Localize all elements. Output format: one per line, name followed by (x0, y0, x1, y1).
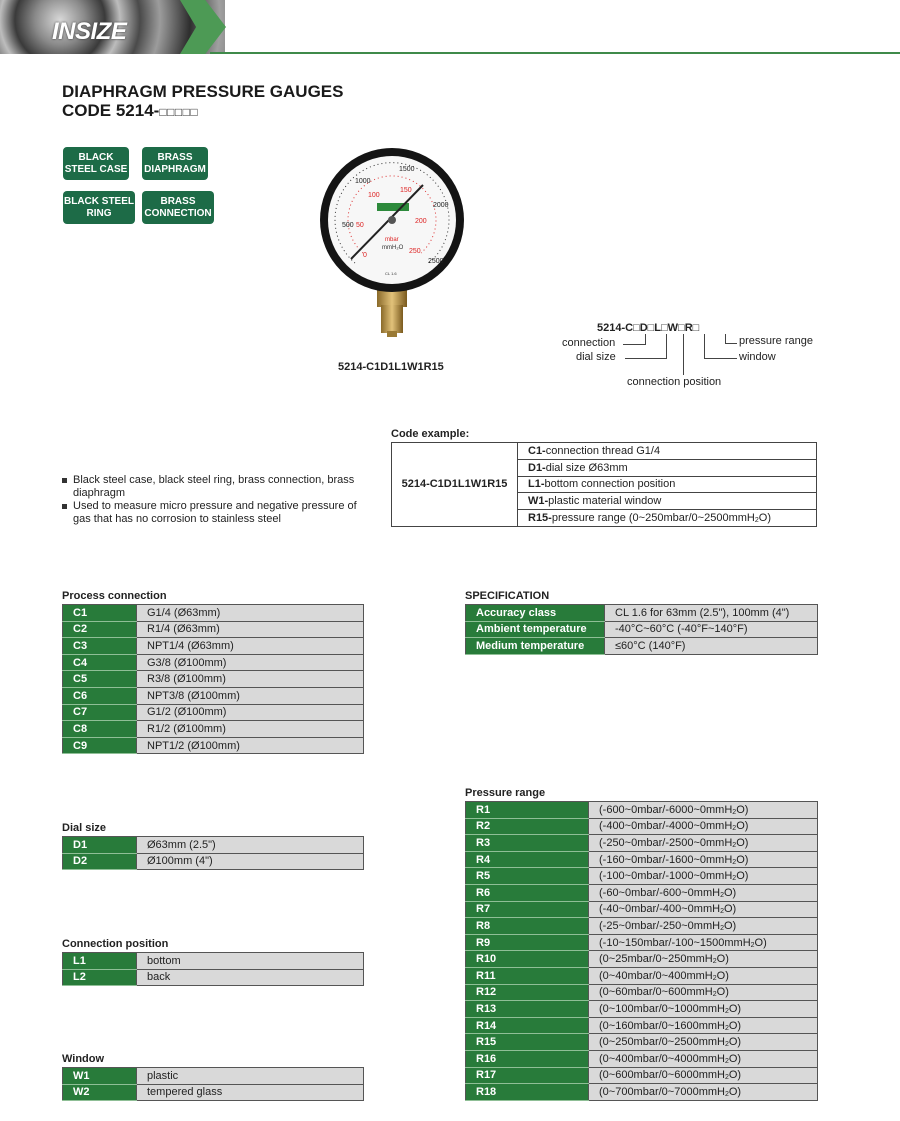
feature-item: Black steel case, black steel ring, brass connection, brass diaphragm (62, 474, 362, 500)
process-connection-table (62, 604, 364, 754)
row-value (589, 1017, 818, 1034)
pressure-range-table (465, 801, 818, 1101)
row-value-text: (0~600mbar/0~6000mmH (599, 1069, 725, 1082)
scheme-connection-position: connection position (627, 376, 722, 388)
row-value-tail: O) (723, 886, 737, 899)
product-title: DIAPHRAGM PRESSURE GAUGES (62, 82, 344, 101)
row-value (589, 851, 818, 868)
row-value-text: R1/4 (Ø63mm) (147, 623, 220, 636)
row-value (589, 802, 818, 819)
row-key: C6 (63, 687, 137, 704)
row-key: R1 (466, 802, 589, 819)
row-value-text: R3/8 (Ø100mm) (147, 673, 226, 686)
row-value (605, 621, 818, 638)
subscript: 2 (724, 1074, 729, 1082)
row-key: R7 (466, 901, 589, 918)
leader-line (625, 358, 666, 359)
badge-label: BRASS CONNECTION (144, 195, 212, 219)
row-value (137, 638, 364, 655)
row-key: L2 (63, 969, 137, 986)
row-value (137, 737, 364, 754)
row-value-text: CL 1.6 for 63mm (2.5"), 100mm (4") (615, 606, 790, 619)
row-key: C8 (63, 721, 137, 738)
table-row (466, 1050, 818, 1067)
row-value (605, 638, 818, 655)
leader-line (683, 334, 684, 375)
item-key: W1- (528, 495, 549, 508)
table-row (466, 851, 818, 868)
row-value-text: Ø100mm (4") (147, 855, 213, 868)
inner-tick-label: 250 (409, 248, 421, 255)
subscript: 2 (712, 958, 717, 966)
row-key: R4 (466, 851, 589, 868)
row-key: R13 (466, 1001, 589, 1018)
row-value-tail: O) (716, 969, 729, 982)
row-key: C5 (63, 671, 137, 688)
row-key: C1 (63, 605, 137, 622)
item-key: R15- (528, 512, 552, 525)
row-value-text: (-10~150mbar/-100~1500mmH (599, 936, 751, 949)
inner-tick-label: 0 (363, 252, 367, 259)
feature-item: Used to measure micro pressure and negative pressure of gas that has no corrosion to stainless steel (62, 500, 362, 526)
row-value-tail: O) (728, 1069, 742, 1082)
row-key: R3 (466, 835, 589, 852)
subscript: 2 (712, 991, 717, 999)
badge-label: BLACK STEEL RING (64, 195, 134, 219)
table-row (63, 704, 364, 721)
window-table (62, 1067, 364, 1101)
row-value-tail: O) (728, 1052, 742, 1065)
row-value-text: plastic (147, 1069, 179, 1082)
row-value (589, 835, 818, 852)
table-row (63, 621, 364, 638)
row-value (137, 671, 364, 688)
gauge-svg (315, 145, 470, 345)
table-row (466, 951, 818, 968)
gauge-image (315, 145, 470, 345)
table-row (63, 687, 364, 704)
gauge-tip (387, 331, 397, 337)
row-value-tail: O) (728, 1002, 742, 1015)
table-row (63, 1084, 364, 1101)
code-example-item (518, 459, 817, 476)
row-key: R18 (466, 1084, 589, 1101)
row-key: D2 (63, 853, 137, 870)
badge-brass-diaphragm (142, 147, 208, 180)
subscript: 2 (732, 858, 737, 866)
row-value-text: (0~250mbar/0~2500mmH (599, 1036, 725, 1049)
row-key: Accuracy class (466, 605, 605, 622)
item-text: bottom connection position (544, 478, 676, 491)
dial-size-table (62, 836, 364, 870)
code-prefix: CODE 5214- (62, 101, 160, 120)
item-key: L1- (528, 478, 545, 491)
table-row (466, 868, 818, 885)
banner-line (210, 52, 900, 54)
table-row (63, 737, 364, 754)
subscript: 2 (724, 1090, 729, 1098)
row-value-text: NPT1/2 (Ø100mm) (147, 739, 240, 752)
connection-position-label: Connection position (62, 938, 169, 950)
subscript: 2 (720, 891, 724, 899)
row-value (589, 884, 818, 901)
item-text: pressure range (0~250mbar/0~2500mmH (551, 512, 755, 525)
subscript: 2 (724, 1007, 729, 1015)
row-key: W1 (63, 1068, 137, 1085)
row-value-text: (-600~0mbar/-6000~0mmH (599, 803, 733, 816)
inner-tick-label: 150 (400, 187, 412, 194)
subscript: 2 (720, 924, 724, 932)
row-value-text: (0~700mbar/0~7000mmH (599, 1085, 725, 1098)
inner-tick-label: 100 (368, 192, 380, 199)
table-row (466, 984, 818, 1001)
code-example-table (391, 442, 817, 527)
unit-mbar: mbar (385, 237, 399, 243)
badge-black-steel-case (63, 147, 129, 180)
item-text: connection thread G1/4 (545, 444, 661, 457)
row-value (137, 1068, 364, 1085)
leader-line (704, 334, 705, 359)
row-value-tail: O) (754, 936, 767, 949)
table-row (466, 1067, 818, 1084)
subscript: 2 (712, 974, 717, 982)
table-row (392, 443, 817, 460)
subscript: 2 (724, 1024, 729, 1032)
row-value (589, 984, 818, 1001)
code-example-label: Code example: (391, 428, 470, 440)
row-value (137, 621, 364, 638)
dial-size-label: Dial size (62, 822, 107, 834)
row-value-text: Ø63mm (2.5") (147, 838, 216, 851)
row-value (589, 901, 818, 918)
item-key: D1- (528, 461, 546, 474)
connection-position-table (62, 952, 364, 986)
code-example-item (518, 493, 817, 510)
outer-tick-label: 1500 (399, 166, 415, 173)
window-label: Window (62, 1053, 105, 1065)
table-row (63, 654, 364, 671)
specification-label: SPECIFICATION (465, 590, 550, 602)
table-row (466, 802, 818, 819)
row-key: R9 (466, 934, 589, 951)
row-value-text: NPT3/8 (Ø100mm) (147, 689, 240, 702)
row-key: C2 (63, 621, 137, 638)
row-value-text: (0~400mbar/0~4000mmH (599, 1052, 725, 1065)
outer-tick-label: 500 (342, 222, 354, 229)
row-value-text: G1/4 (Ø63mm) (147, 606, 221, 619)
row-value (137, 654, 364, 671)
row-value (605, 605, 818, 622)
row-value-text: (0~160mbar/0~1600mmH (599, 1019, 725, 1032)
row-value (589, 1084, 818, 1101)
outer-tick-label: 2000 (433, 202, 449, 209)
gauge-class: CL 1.6 (385, 271, 397, 276)
row-value (589, 967, 818, 984)
table-row (63, 837, 364, 854)
row-value (137, 1084, 364, 1101)
row-key: C3 (63, 638, 137, 655)
row-value (137, 605, 364, 622)
row-value-text: (0~40mbar/0~400mmH (599, 969, 713, 982)
scheme-code: 5214-C□D□L□W□R□ (597, 322, 700, 334)
row-value-tail: O) (736, 803, 749, 816)
outer-tick-label: 1000 (355, 178, 371, 185)
row-value-text: tempered glass (147, 1086, 223, 1099)
item-key: C1- (528, 444, 546, 457)
row-value (589, 1067, 818, 1084)
inner-tick-label: 200 (415, 218, 427, 225)
row-key: R14 (466, 1017, 589, 1034)
pressure-range-label: Pressure range (465, 787, 546, 799)
subscript: 2 (750, 941, 755, 949)
product-code (62, 101, 343, 122)
row-value (137, 837, 364, 854)
row-value-text: ≤60°C (140°F) (615, 639, 686, 652)
row-key: C4 (63, 654, 137, 671)
row-value-text: back (147, 971, 171, 984)
table-row (466, 638, 818, 655)
item-text: plastic material window (548, 495, 662, 508)
row-value-text: (0~25mbar/0~250mmH (599, 953, 713, 966)
scheme-connection: connection (562, 337, 616, 349)
table-row (63, 721, 364, 738)
row-value-text: G3/8 (Ø100mm) (147, 656, 227, 669)
row-value-tail: O) (723, 919, 737, 932)
row-value (137, 721, 364, 738)
gauge-thread (381, 305, 403, 333)
leader-line (704, 358, 737, 359)
row-value-tail: O) (736, 853, 749, 866)
row-value-tail: O) (736, 820, 749, 833)
row-key: L1 (63, 953, 137, 970)
code-example-code: 5214-C1D1L1W1R15 (392, 443, 518, 527)
page-title (62, 82, 343, 122)
item-text-tail: O) (758, 512, 771, 525)
leader-line (623, 344, 645, 345)
gauge-pivot (388, 216, 396, 224)
row-key: Ambient temperature (466, 621, 605, 638)
row-value-text: R1/2 (Ø100mm) (147, 722, 226, 735)
feature-list (62, 474, 362, 526)
table-row (466, 901, 818, 918)
subscript: 2 (724, 1057, 729, 1065)
row-key: W2 (63, 1084, 137, 1101)
subscript: 2 (720, 908, 724, 916)
row-value (589, 934, 818, 951)
row-value (137, 853, 364, 870)
table-row (63, 605, 364, 622)
row-value-text: bottom (147, 954, 181, 967)
row-key: R8 (466, 918, 589, 935)
table-row (466, 835, 818, 852)
table-row (63, 953, 364, 970)
row-value-tail: O) (728, 1036, 742, 1049)
row-value-text: (-250~0mbar/-2500~0mmH (599, 836, 733, 849)
table-row (466, 605, 818, 622)
item-text: dial size Ø63mm (545, 461, 628, 474)
row-key: R17 (466, 1067, 589, 1084)
row-key: R11 (466, 967, 589, 984)
row-key: R2 (466, 818, 589, 835)
row-value-text: G1/2 (Ø100mm) (147, 706, 227, 719)
row-key: R6 (466, 884, 589, 901)
row-value-text: (-60~0mbar/-600~0mmH (599, 886, 721, 899)
table-row (466, 884, 818, 901)
subscript: 2 (732, 841, 737, 849)
badge-label: BLACK STEEL CASE (64, 151, 128, 175)
row-value (137, 687, 364, 704)
table-row (466, 1084, 818, 1101)
row-value-tail: O) (728, 1019, 742, 1032)
table-row (466, 918, 818, 935)
row-key: C9 (63, 737, 137, 754)
code-example-item (518, 443, 817, 460)
subscript: 2 (732, 825, 737, 833)
subscript: 2 (754, 517, 759, 525)
specification-table (465, 604, 818, 655)
row-value (589, 951, 818, 968)
row-key: R5 (466, 868, 589, 885)
row-value (589, 818, 818, 835)
table-row (466, 621, 818, 638)
row-value-text: (-160~0mbar/-1600~0mmH (599, 853, 733, 866)
inner-tick-label: 50 (356, 222, 364, 229)
header-banner (0, 0, 900, 56)
row-value (589, 868, 818, 885)
row-value-text: -40°C~60°C (-40°F~140°F) (615, 623, 748, 636)
table-row (466, 1001, 818, 1018)
badge-black-steel-ring (63, 191, 135, 224)
unit-mmh2o: mmH₂O (382, 245, 404, 251)
row-key: Medium temperature (466, 638, 605, 655)
outer-tick-label: 2500 (428, 258, 444, 265)
row-key: D1 (63, 837, 137, 854)
row-value-text: NPT1/4 (Ø63mm) (147, 639, 234, 652)
badge-brass-connection (142, 191, 214, 224)
subscript: 2 (732, 875, 737, 883)
scheme-window: window (739, 351, 776, 363)
row-value-text: (-40~0mbar/-400~0mmH (599, 903, 721, 916)
table-row (63, 969, 364, 986)
code-scheme (555, 318, 835, 393)
leader-line (645, 334, 646, 345)
row-value-tail: O) (728, 1085, 742, 1098)
table-row (63, 671, 364, 688)
row-value-text: (-400~0mbar/-4000~0mmH (599, 820, 733, 833)
leader-line (666, 334, 667, 359)
row-value-tail: O) (736, 870, 749, 883)
subscript: 2 (732, 808, 737, 816)
row-value (589, 918, 818, 935)
row-value (589, 1034, 818, 1051)
code-example-item (518, 510, 817, 527)
row-value-text: (0~100mbar/0~1000mmH (599, 1002, 725, 1015)
row-value-tail: O) (723, 903, 737, 916)
table-row (63, 1068, 364, 1085)
scheme-dial-size: dial size (576, 351, 616, 363)
row-value (137, 969, 364, 986)
row-value (137, 704, 364, 721)
row-key: R16 (466, 1050, 589, 1067)
row-value (589, 1001, 818, 1018)
code-example-item (518, 476, 817, 493)
leader-line (725, 343, 737, 344)
gauge-caption: 5214-C1D1L1W1R15 (338, 361, 444, 373)
table-row (63, 853, 364, 870)
row-value-text: (-25~0mbar/-250~0mmH (599, 919, 721, 932)
row-value (589, 1050, 818, 1067)
code-boxes: □□□□□ (159, 105, 199, 119)
row-value-tail: O) (716, 953, 729, 966)
table-row (63, 638, 364, 655)
row-key: C7 (63, 704, 137, 721)
table-row (466, 1017, 818, 1034)
row-key: R10 (466, 951, 589, 968)
row-value-tail: O) (716, 986, 729, 999)
table-row (466, 1034, 818, 1051)
table-row (466, 967, 818, 984)
table-row (466, 934, 818, 951)
row-value-tail: O) (736, 836, 749, 849)
scheme-pressure-range: pressure range (739, 335, 813, 347)
row-value-text: (0~60mbar/0~600mmH (599, 986, 713, 999)
row-value-text: (-100~0mbar/-1000~0mmH (599, 870, 733, 883)
insize-logo: INSIZE (52, 18, 127, 45)
row-value (137, 953, 364, 970)
badge-label: BRASS DIAPHRAGM (144, 151, 206, 175)
table-row (466, 818, 818, 835)
row-key: R15 (466, 1034, 589, 1051)
row-key: R12 (466, 984, 589, 1001)
process-connection-label: Process connection (62, 590, 167, 602)
subscript: 2 (724, 1041, 729, 1049)
